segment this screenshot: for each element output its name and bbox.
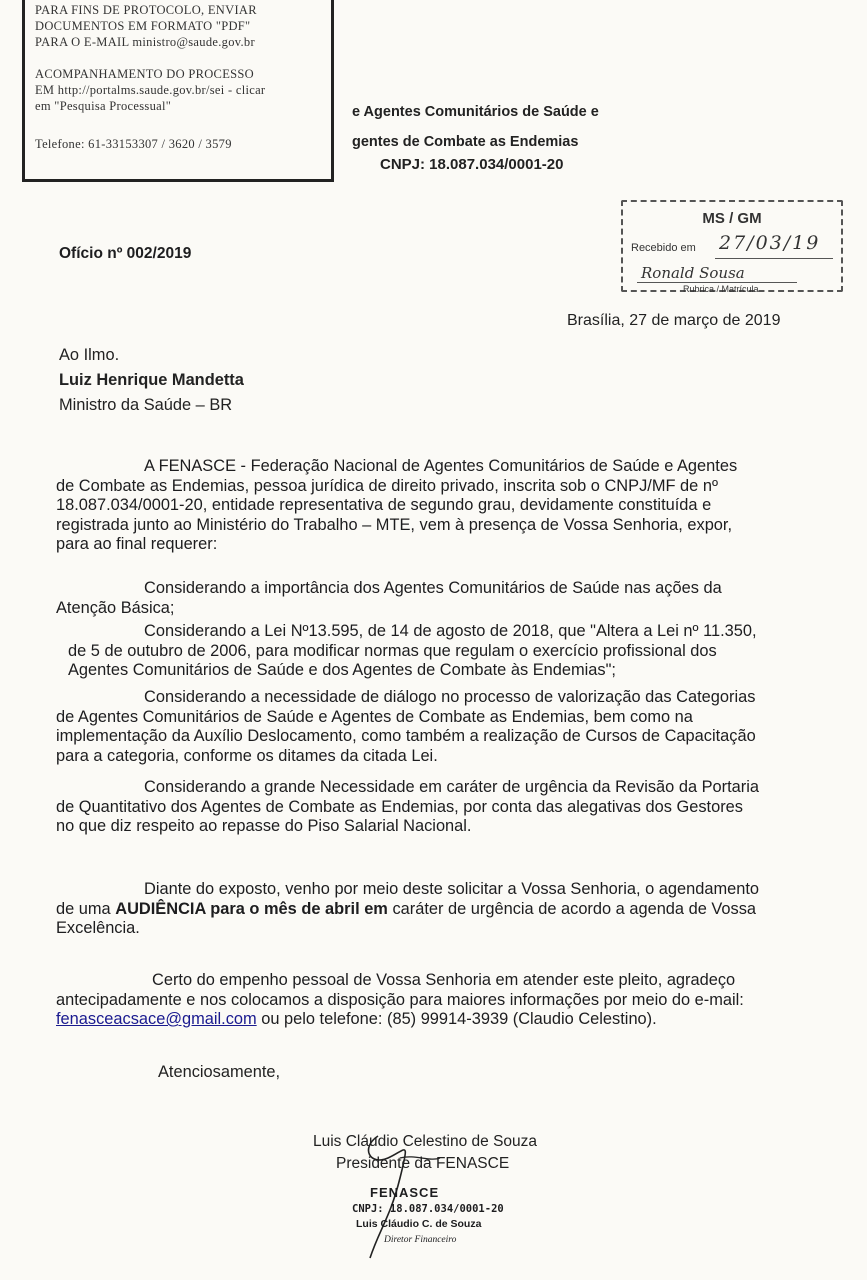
letterhead-line1: e Agentes Comunitários de Saúde e xyxy=(352,104,599,120)
text-line: Considerando a Lei Nº13.595, de 14 de agosto de 2018, que "Altera a Lei nº 11.350, xyxy=(144,622,757,640)
receipt-title: MS / GM xyxy=(702,210,762,227)
letter-number: Ofício nº 002/2019 xyxy=(59,245,192,262)
text-line: para ao final requerer: xyxy=(56,535,218,553)
paragraph-considering-4 xyxy=(56,778,804,837)
text-line: Considerando a importância dos Agentes Comunitários de Saúde nas ações da xyxy=(144,579,722,597)
text-line: Diante do exposto, venho por meio deste solicitar a Vossa Senhoria, o agendamento xyxy=(144,880,760,898)
protocol-line: PARA O E-MAIL ministro@saude.gov.br xyxy=(35,35,255,49)
text-line: antecipadamente e nos colocamos a disposição para maiores informações por meio do e-mail: xyxy=(56,990,744,1009)
paragraph-considering-1 xyxy=(56,579,804,618)
receipt-signature: Ronald Sousa xyxy=(641,264,745,282)
protocol-line: ACOMPANHAMENTO DO PROCESSO xyxy=(35,67,254,81)
text-line: no que diz respeito ao repasse do Piso Salarial Nacional. xyxy=(56,817,472,835)
protocol-line: PARA FINS DE PROTOCOLO, ENVIAR xyxy=(35,3,257,17)
text-line: registrada junto ao Ministério do Trabalho – MTE, vem à presença de Vossa Senhoria, expor, xyxy=(56,515,733,534)
text-line: implementação da Auxílio Deslocamento, como também a realização de Cursos de Capacitação xyxy=(56,727,756,745)
org-stamp-name: FENASCE xyxy=(370,1185,440,1200)
signer-title: Presidente da FENASCE xyxy=(336,1155,510,1172)
closing-salutation: Atenciosamente, xyxy=(158,1063,281,1081)
text-line: Considerando a necessidade de diálogo no processo de valorização das Categorias xyxy=(144,688,756,706)
paragraph-closing xyxy=(56,971,804,1030)
recipient-name: Luiz Henrique Mandetta xyxy=(59,371,244,389)
text-line: Agentes Comunitários de Saúde e dos Agentes de Combate às Endemias"; xyxy=(68,661,616,679)
text-line: fenasceacsace@gmail.com ou pelo telefone: (85) 99914-3939 (Claudio Celestino). xyxy=(56,1010,657,1028)
text-line: A FENASCE - Federação Nacional de Agentes Comunitários de Saúde e Agentes xyxy=(144,457,738,475)
recipient-title: Ministro da Saúde – BR xyxy=(59,396,233,414)
protocol-line: DOCUMENTOS EM FORMATO "PDF" xyxy=(35,19,251,33)
text-line: de Quantitativo dos Agentes de Combate as Endemias, por conta das alegativas dos Gestores xyxy=(56,797,743,816)
receipt-signature-label: Rubrica / Matrícula xyxy=(683,284,759,294)
email-link[interactable]: fenasceacsace@gmail.com xyxy=(56,1010,257,1028)
text-line: de 5 de outubro de 2006, para modificar normas que regulam o exercício profissional dos xyxy=(68,641,717,660)
org-stamp-cnpj: CNPJ: 18.087.034/0001-20 xyxy=(352,1203,504,1215)
signer-name: Luis Cláudio Celestino de Souza xyxy=(313,1133,538,1150)
letterhead-cnpj: CNPJ: 18.087.034/0001-20 xyxy=(380,156,564,173)
org-stamp-role: Diretor Financeiro xyxy=(384,1235,457,1245)
receipt-date: 27/03/19 xyxy=(719,232,821,254)
protocol-line: em "Pesquisa Processual" xyxy=(35,99,172,113)
text-line: Certo do empenho pessoal de Vossa Senhoria em atender este pleito, agradeço xyxy=(152,971,736,989)
text-line: Atenção Básica; xyxy=(56,598,175,617)
text-line: Excelência. xyxy=(56,919,140,937)
text-line: de uma AUDIÊNCIA para o mês de abril em caráter de urgência de acordo a agenda de Vossa xyxy=(56,899,757,918)
text-line: para a categoria, conforme os ditames da citada Lei. xyxy=(56,746,438,765)
audience-request-bold: AUDIÊNCIA para o mês de abril em xyxy=(115,899,388,918)
protocol-line: EM http://portalms.saude.gov.br/sei - clicar xyxy=(35,83,266,97)
org-stamp-person: Luis Cláudio C. de Souza xyxy=(356,1218,482,1230)
text-line: de Combate as Endemias, pessoa jurídica de direito privado, inscrita sob o CNPJ/MF de nº xyxy=(56,476,718,495)
protocol-stamp xyxy=(22,0,334,182)
paragraph-considering-3 xyxy=(56,688,804,766)
paragraph-request xyxy=(56,880,804,939)
letterhead-line2: gentes de Combate as Endemias xyxy=(352,134,579,150)
recipient-greeting: Ao Ilmo. xyxy=(59,346,120,364)
paragraph-intro xyxy=(56,457,804,555)
text-line: de Agentes Comunitários de Saúde e Agentes de Combate as Endemias, bem como na xyxy=(56,707,693,726)
receipt-stamp xyxy=(621,200,843,292)
receipt-label: Recebido em xyxy=(631,242,696,254)
text-line: 18.087.034/0001-20, entidade representativa de segundo grau, devidamente constituída e xyxy=(56,496,712,514)
text-line: Considerando a grande Necessidade em caráter de urgência da Revisão da Portaria xyxy=(144,778,760,796)
place-date: Brasília, 27 de março de 2019 xyxy=(567,312,781,329)
paragraph-considering-2 xyxy=(56,622,804,681)
protocol-phone: Telefone: 61-33153307 / 3620 / 3579 xyxy=(35,137,232,151)
